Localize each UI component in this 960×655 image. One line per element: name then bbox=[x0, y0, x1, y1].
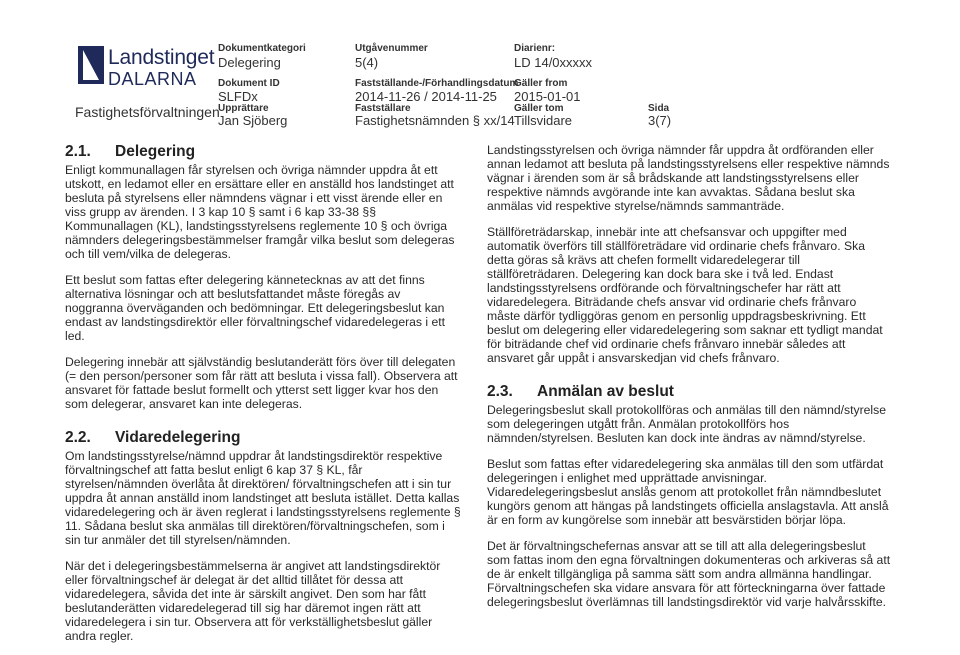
paragraph: När det i delegeringsbestämmelserna är angivet att landstingsdirektör eller förvaltningschef är delegat är det alltid tillåtet för dessa att vidaredelegera, såvida det inte är särskilt angivet. Den som har fått beslutanderätten vidaredelegerad till sig har däremot ingen rätt att vidaredelegera i sin tur. Observera att för verkställighetsbeslut gäller andra regler. bbox=[65, 559, 441, 643]
section-heading-vidaredelegering bbox=[65, 429, 461, 447]
left-column bbox=[65, 143, 461, 655]
value-galler-from: 2015-01-01 bbox=[514, 89, 581, 104]
logo-mark-icon bbox=[78, 46, 104, 84]
section-number: 2.2. bbox=[65, 429, 91, 446]
section-title: Delegering bbox=[115, 143, 196, 160]
section-number: 2.1. bbox=[65, 143, 91, 160]
label-upprattare: Upprättare bbox=[218, 103, 269, 114]
label-utgavenummer: Utgåvenummer bbox=[355, 43, 428, 54]
landstinget-dalarna-logo bbox=[78, 38, 215, 100]
logo-text-landstinget: Landstinget bbox=[108, 46, 215, 69]
value-faststallare: Fastighetsnämnden § xx/14 bbox=[355, 113, 515, 128]
label-faststallare: Fastställare bbox=[355, 103, 411, 114]
value-diarienr: LD 14/0xxxxx bbox=[514, 55, 593, 70]
value-galler-tom: Tillsvidare bbox=[514, 113, 573, 128]
section-heading-anmalan bbox=[487, 383, 892, 401]
paragraph: Det är förvaltningschefernas ansvar att se till att alla delegeringsbeslut som fattas inom den egna förvaltningen dokumenteras och arkiveras så att de är enkelt tillgängliga på samma sätt som andra allmänna handlingar. Förvaltningschefen ska vidare ansvara för att förteckningarna över fattade delegeringsbeslut överlämnas till landstingsdirektör vid varje halvårsskifte. bbox=[487, 539, 891, 609]
section-number: 2.3. bbox=[487, 383, 513, 400]
value-faststallande: 2014-11-26 / 2014-11-25 bbox=[355, 89, 497, 104]
section-heading-delegering bbox=[65, 143, 461, 161]
label-faststallande: Fastställande-/Förhandlingsdatum bbox=[355, 78, 519, 89]
value-sida: 3(7) bbox=[648, 113, 672, 128]
value-dokumentkategori: Delegering bbox=[218, 55, 281, 70]
label-diarienr: Diarienr: bbox=[514, 43, 556, 54]
value-utgavenummer: 5(4) bbox=[355, 55, 379, 70]
paragraph: Ställföreträdarskap, innebär inte att chefsansvar och uppgifter med automatik överförs till ställföreträdare vid ordinarie chefs frånvaro. Ska detta göras så krävs att chefen formellt vidaredelegerar till ställföreträdaren. Delegering kan dock bara ske i två led. Endast landstingsstyrelsens ordförande och förvaltningschefer har rätt att vidaredelegera. Biträdande chefs ansvar vid ordinarie chefs frånvaro måste därför tydliggöras genom en personlig uppdragsbeskrivning. Ett beslut om delegering eller vidaredelegering som saknar ett tydligt mandat för biträdande chef vid ordinarie chefs frånvaro innebär således att ansvaret går uppåt i ansvarskedjan vid chefs frånvaro. bbox=[487, 225, 883, 365]
organization-name: Fastighetsförvaltningen bbox=[75, 104, 220, 120]
value-upprattare: Jan Sjöberg bbox=[218, 113, 288, 128]
section-title: Vidaredelegering bbox=[115, 429, 241, 446]
right-column bbox=[487, 143, 892, 621]
label-galler-tom: Gäller tom bbox=[514, 103, 564, 114]
paragraph: Beslut som fattas efter vidaredelegering ska anmälas till den som utfärdat delegeringen i enlighet med upprättade anvisningar. Vidaredelegeringsbeslut anslås genom att protokollet från nämndbeslutet kungörs genom att hängas på landstingets officiella anslagstavla. Att anslå är en form av kungörelse som innebär att besvärstiden börjar löpa. bbox=[487, 457, 889, 527]
label-galler-from: Gäller from bbox=[514, 78, 568, 89]
paragraph: Enligt kommunallagen får styrelsen och övriga nämnder uppdra åt ett utskott, en ledamot eller en ersättare eller en anställd hos landstinget att besluta på styrelsens eller nämndens vägnar i ett visst ärende eller en viss grupp av ärenden. I 3 kap 10 § samt i 6 kap 33-38 §§ Kommunallagen (KL), landstingsstyrelsens reglemente 10 § och övriga nämnders delegeringsbestämmelser framgår vilka beslut som delegeras och till vem/vilka de delegeras. bbox=[65, 163, 455, 261]
logo-text-dalarna: DALARNA bbox=[108, 69, 197, 89]
label-dokument-id: Dokument ID bbox=[218, 78, 280, 89]
label-dokumentkategori: Dokumentkategori bbox=[218, 43, 306, 54]
section-title: Anmälan av beslut bbox=[537, 383, 674, 400]
label-sida: Sida bbox=[648, 103, 670, 114]
paragraph: Delegering innebär att självständig beslutanderätt förs över till delegaten (= den person/personer som får rätt att besluta i vissa fall). Observera att ansvaret för fattade beslut formellt och ytterst sett ligger kvar hos den som delegerar, ansvaret kan inte delegeras. bbox=[65, 355, 458, 411]
paragraph: Landstingsstyrelsen och övriga nämnder får uppdra åt ordföranden eller annan ledamot att besluta på landstingsstyrelsens eller respektive nämnds vägnar i ärenden som är så brådskande att landstingsstyrelsens eller respektive nämnds avgörande inte kan avvaktas. Sådana beslut ska anmälas vid respektive styrelse/nämnds sammanträde. bbox=[487, 143, 890, 213]
value-dokument-id: SLFDx bbox=[218, 89, 258, 104]
paragraph: Om landstingsstyrelse/nämnd uppdrar åt landstingsdirektör respektive förvaltningschef att fatta beslut enligt 6 kap 37 § KL, får styrelsen/nämnden överlåta åt direktören/ förvaltningschefen att i sin tur uppdra åt annan anställd inom landstinget att besluta istället. Detta kallas vidaredelegering och är även reglerat i landstingsstyrelsens reglemente § 11. Sådana beslut ska anmälas till direktören/förvaltningschefen, som i sin tur anmäler det till styrelsen/nämnden. bbox=[65, 449, 461, 547]
paragraph: Ett beslut som fattas efter delegering kännetecknas av att det finns alternativa lösningar och att beslutsfattandet måste föregås av noggranna överväganden och bedömningar. Ett delegeringsbeslut kan endast av landstingsdirektör eller förvaltningschef vidaredelegeras i ett led. bbox=[65, 273, 446, 343]
paragraph: Delegeringsbeslut skall protokollföras och anmälas till den nämnd/styrelse som delegeringen utgått från. Anmälan protokollförs hos nämnden/styrelsen. Besluten kan dock inte ändras av nämnd/styrelse. bbox=[487, 403, 887, 445]
